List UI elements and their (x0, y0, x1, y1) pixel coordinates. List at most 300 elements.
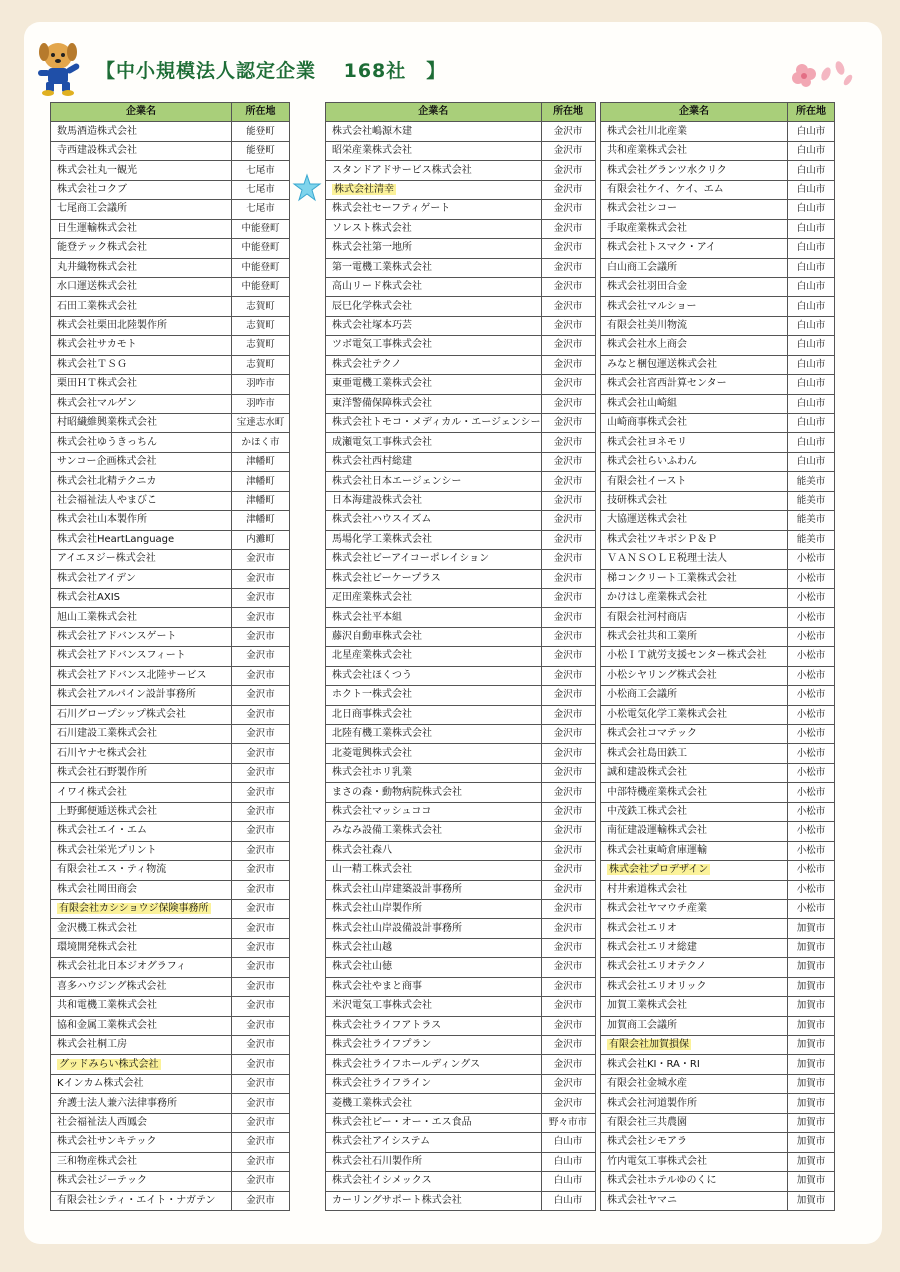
company-name: 株式会社羽田合金 (601, 277, 788, 296)
company-location: 金沢市 (232, 1055, 290, 1074)
company-name: 株式会社アイシステム (326, 1133, 542, 1152)
company-name: ツボ電気工事株式会社 (326, 336, 542, 355)
company-name: まさの森・動物病院株式会社 (326, 783, 542, 802)
table-row (51, 1036, 290, 1055)
table-row (601, 472, 835, 491)
table-row (601, 938, 835, 957)
table-row (51, 122, 290, 141)
table-row (51, 705, 290, 724)
company-location: 金沢市 (541, 744, 595, 763)
company-location: 金沢市 (541, 1055, 595, 1074)
table-row (326, 336, 596, 355)
company-location: 小松市 (788, 822, 835, 841)
company-name: 株式会社ライフプラン (326, 1036, 542, 1055)
table-row (601, 297, 835, 316)
table-row (326, 725, 596, 744)
company-name: 第一電機工業株式会社 (326, 258, 542, 277)
company-name: 有限会社美川物流 (601, 316, 788, 335)
table-row (51, 666, 290, 685)
company-name: 能登テック株式会社 (51, 239, 232, 258)
company-location: 金沢市 (541, 316, 595, 335)
company-location: 金沢市 (232, 997, 290, 1016)
table-row (601, 122, 835, 141)
company-name: 石田工業株式会社 (51, 297, 232, 316)
company-name: 株式会社嶋源木建 (326, 122, 542, 141)
company-location: 白山市 (788, 375, 835, 394)
table-row (326, 1172, 596, 1191)
company-name: 株式会社ジーテック (51, 1172, 232, 1191)
company-location: 白山市 (788, 141, 835, 160)
company-name: 株式会社シモアラ (601, 1133, 788, 1152)
company-name: 加賀工業株式会社 (601, 997, 788, 1016)
table-row (326, 647, 596, 666)
company-location: 白山市 (788, 200, 835, 219)
table-row (326, 472, 596, 491)
company-location: 金沢市 (541, 161, 595, 180)
company-location: 加賀市 (788, 1113, 835, 1132)
company-location: 白山市 (788, 277, 835, 296)
company-name: 有限会社三共農園 (601, 1113, 788, 1132)
table-row (51, 1191, 290, 1210)
table-row (51, 316, 290, 335)
company-name: 大協運送株式会社 (601, 511, 788, 530)
table-row (326, 627, 596, 646)
name-header: 企業名 (51, 103, 232, 122)
company-location: 金沢市 (541, 200, 595, 219)
company-location: 七尾市 (232, 180, 290, 199)
company-location: 金沢市 (541, 122, 595, 141)
table-row (326, 1113, 596, 1132)
company-location: 金沢市 (541, 608, 595, 627)
table-row (326, 1055, 596, 1074)
company-location: 金沢市 (541, 530, 595, 549)
company-name: 株式会社テクノ (326, 355, 542, 374)
table-row (326, 958, 596, 977)
company-location: 金沢市 (232, 861, 290, 880)
company-location: 金沢市 (541, 239, 595, 258)
city-header: 所在地 (788, 103, 835, 122)
company-location: 白山市 (788, 452, 835, 471)
company-name: 藤沢自動車株式会社 (326, 627, 542, 646)
company-name: 株式会社ゆうきっちん (51, 433, 232, 452)
company-name: 有限会社エス・ティ物流 (51, 861, 232, 880)
table-row (601, 414, 835, 433)
table-row (326, 686, 596, 705)
table-row (326, 219, 596, 238)
company-name: 石川建設工業株式会社 (51, 725, 232, 744)
company-name: 株式会社KI・RA・RI (601, 1055, 788, 1074)
company-location: 白山市 (788, 394, 835, 413)
table-row (51, 219, 290, 238)
table-row (326, 802, 596, 821)
company-location: 金沢市 (232, 1172, 290, 1191)
company-location: 野々市市 (541, 1113, 595, 1132)
company-name: 株式会社グランツ水クリク (601, 161, 788, 180)
company-location: 金沢市 (541, 841, 595, 860)
company-location: 金沢市 (541, 511, 595, 530)
company-location: 能美市 (788, 530, 835, 549)
company-location: 加賀市 (788, 1133, 835, 1152)
company-name: かけはし産業株式会社 (601, 588, 788, 607)
table-row (326, 355, 596, 374)
table-row (51, 375, 290, 394)
company-location: 小松市 (788, 763, 835, 782)
table-row (51, 997, 290, 1016)
company-name: 金沢機工株式会社 (51, 919, 232, 938)
company-location: 能美市 (788, 491, 835, 510)
company-location: 金沢市 (541, 880, 595, 899)
company-name: 疋田産業株式会社 (326, 588, 542, 607)
company-name: 株式会社ホテルゆのくに (601, 1172, 788, 1191)
company-location: 金沢市 (541, 763, 595, 782)
company-name: 弁護士法人兼六法律事務所 (51, 1094, 232, 1113)
company-location: 小松市 (788, 647, 835, 666)
table-row (326, 1133, 596, 1152)
table-row (51, 861, 290, 880)
company-location: 金沢市 (232, 608, 290, 627)
company-location: 白山市 (788, 297, 835, 316)
company-name: 村井索道株式会社 (601, 880, 788, 899)
table-row (601, 394, 835, 413)
table-row (51, 608, 290, 627)
company-name: 株式会社アドバンスフィート (51, 647, 232, 666)
company-location: 加賀市 (788, 997, 835, 1016)
table-row (601, 258, 835, 277)
company-name: 誠和建設株式会社 (601, 763, 788, 782)
company-location: 金沢市 (541, 1016, 595, 1035)
company-location: 金沢市 (541, 336, 595, 355)
company-table-3 (600, 102, 835, 1211)
table-row (51, 1133, 290, 1152)
table-row (326, 258, 596, 277)
company-location: 金沢市 (541, 647, 595, 666)
table-row (601, 161, 835, 180)
company-location: 内灘町 (232, 530, 290, 549)
table-row (326, 822, 596, 841)
table-row (326, 1036, 596, 1055)
company-location: 金沢市 (541, 452, 595, 471)
company-name: 辰巳化学株式会社 (326, 297, 542, 316)
company-location: 小松市 (788, 588, 835, 607)
company-location: 金沢市 (541, 997, 595, 1016)
company-name: 株式会社北精テクニカ (51, 472, 232, 491)
table-row (601, 1036, 835, 1055)
table-row (51, 355, 290, 374)
company-name: 白山商工会議所 (601, 258, 788, 277)
company-name: 株式会社河道製作所 (601, 1094, 788, 1113)
company-name: 株式会社セーフティゲート (326, 200, 542, 219)
company-location: 小松市 (788, 783, 835, 802)
company-location: 金沢市 (541, 394, 595, 413)
company-location: 金沢市 (541, 141, 595, 160)
company-location: 金沢市 (541, 725, 595, 744)
company-location: 金沢市 (232, 1113, 290, 1132)
table-row (326, 899, 596, 918)
company-location: 金沢市 (541, 375, 595, 394)
company-name: 株式会社ヤマニ (601, 1191, 788, 1210)
table-row (326, 666, 596, 685)
company-location: 金沢市 (541, 297, 595, 316)
table-row (601, 550, 835, 569)
company-name: 株式会社山岸設備設計事務所 (326, 919, 542, 938)
table-row (601, 899, 835, 918)
company-name: 株式会社山本製作所 (51, 511, 232, 530)
table-row (51, 763, 290, 782)
table-row (601, 705, 835, 724)
table-row (326, 122, 596, 141)
table-row (601, 861, 835, 880)
company-name: 小松商工会議所 (601, 686, 788, 705)
company-name: イワイ株式会社 (51, 783, 232, 802)
company-name: グッドみらい株式会社 (51, 1055, 232, 1074)
company-name: 東亜電機工業株式会社 (326, 375, 542, 394)
company-name: 株式会社共和工業所 (601, 627, 788, 646)
table-row (326, 977, 596, 996)
table-row (51, 938, 290, 957)
company-name: 株式会社マッシュココ (326, 802, 542, 821)
table-row (326, 414, 596, 433)
company-location: 羽咋市 (232, 375, 290, 394)
company-location: 金沢市 (541, 433, 595, 452)
company-name: スタンドアドサービス株式会社 (326, 161, 542, 180)
company-name: 北菱電興株式会社 (326, 744, 542, 763)
company-name: 株式会社水上商会 (601, 336, 788, 355)
table-row (51, 161, 290, 180)
company-location: 小松市 (788, 627, 835, 646)
company-name: 株式会社山岸製作所 (326, 899, 542, 918)
company-location: 津幡町 (232, 491, 290, 510)
company-location: 金沢市 (541, 472, 595, 491)
table-row (601, 530, 835, 549)
table-row (51, 588, 290, 607)
table-row (51, 1152, 290, 1171)
company-location: 中能登町 (232, 219, 290, 238)
table-row (601, 1152, 835, 1171)
company-location: 金沢市 (541, 1036, 595, 1055)
table-row (326, 141, 596, 160)
company-location: 金沢市 (232, 977, 290, 996)
table-row (51, 686, 290, 705)
company-location: 金沢市 (541, 355, 595, 374)
company-location: 金沢市 (541, 491, 595, 510)
company-location: 中能登町 (232, 239, 290, 258)
table-row (326, 783, 596, 802)
table-row (326, 297, 596, 316)
company-location: 中能登町 (232, 277, 290, 296)
table-row (601, 316, 835, 335)
company-location: 加賀市 (788, 977, 835, 996)
table-row (601, 491, 835, 510)
table-row (601, 608, 835, 627)
company-location: 金沢市 (541, 705, 595, 724)
table-row (51, 258, 290, 277)
table-row (601, 433, 835, 452)
table-row (326, 744, 596, 763)
company-location: 加賀市 (788, 1016, 835, 1035)
company-location: 白山市 (541, 1133, 595, 1152)
company-name: 小松シヤリング株式会社 (601, 666, 788, 685)
table-row (601, 919, 835, 938)
company-location: 加賀市 (788, 1094, 835, 1113)
company-name: 株式会社ＴＳＧ (51, 355, 232, 374)
company-name: 株式会社エリオ総建 (601, 938, 788, 957)
table-row (51, 841, 290, 860)
company-name: 環境開発株式会社 (51, 938, 232, 957)
company-name: 株式会社ビー・オー・エス食品 (326, 1113, 542, 1132)
company-name: 南征建設運輸株式会社 (601, 822, 788, 841)
company-name: 株式会社ビーケープラス (326, 569, 542, 588)
company-location: 小松市 (788, 802, 835, 821)
company-location: 金沢市 (232, 938, 290, 957)
table-row (601, 647, 835, 666)
company-location: 白山市 (788, 180, 835, 199)
company-location: 金沢市 (232, 763, 290, 782)
table-row (326, 841, 596, 860)
company-table-1 (50, 102, 290, 1211)
company-name: 株式会社やまと商事 (326, 977, 542, 996)
company-name: 株式会社島田鉄工 (601, 744, 788, 763)
company-name: みなみ設備工業株式会社 (326, 822, 542, 841)
company-location: 金沢市 (232, 550, 290, 569)
company-name: 株式会社イシメックス (326, 1172, 542, 1191)
table-row (51, 472, 290, 491)
company-location: 能美市 (788, 472, 835, 491)
table-row (51, 414, 290, 433)
company-name: 有限会社イースト (601, 472, 788, 491)
company-location: 金沢市 (232, 919, 290, 938)
company-name: 昭栄産業株式会社 (326, 141, 542, 160)
company-name: 日生運輸株式会社 (51, 219, 232, 238)
company-location: 小松市 (788, 608, 835, 627)
table-row (51, 394, 290, 413)
company-name: 株式会社アイデン (51, 569, 232, 588)
company-name: 株式会社山岸建築設計事務所 (326, 880, 542, 899)
company-name: 米沢電気工事株式会社 (326, 997, 542, 1016)
table-row (601, 744, 835, 763)
company-name: 山一精工株式会社 (326, 861, 542, 880)
table-row (601, 1113, 835, 1132)
company-name: 株式会社ハウスイズム (326, 511, 542, 530)
company-name: 社会福祉法人西鳳会 (51, 1113, 232, 1132)
company-location: 金沢市 (232, 725, 290, 744)
company-location: 小松市 (788, 841, 835, 860)
company-name: 株式会社ビーアイコーポレイション (326, 550, 542, 569)
table-row (51, 200, 290, 219)
company-name: 株式会社塚本巧芸 (326, 316, 542, 335)
company-name: 高山リード株式会社 (326, 277, 542, 296)
company-table-2 (325, 102, 596, 1211)
company-location: 白山市 (541, 1191, 595, 1210)
table-row (51, 1172, 290, 1191)
company-location: 金沢市 (232, 1133, 290, 1152)
company-location: 金沢市 (232, 1016, 290, 1035)
mascot-dog-icon (32, 36, 88, 96)
table-row (601, 802, 835, 821)
company-name: 梯コンクリート工業株式会社 (601, 569, 788, 588)
company-location: 小松市 (788, 899, 835, 918)
company-location: 白山市 (788, 355, 835, 374)
company-name: 株式会社石野製作所 (51, 763, 232, 782)
table-row (51, 647, 290, 666)
table-row (601, 686, 835, 705)
company-name: 株式会社西村総建 (326, 452, 542, 471)
table-row (601, 997, 835, 1016)
company-name: 株式会社山崎組 (601, 394, 788, 413)
company-name: ＶＡＮＳＯＬＥ税理士法人 (601, 550, 788, 569)
table-row (601, 841, 835, 860)
company-location: 加賀市 (788, 958, 835, 977)
company-location: 金沢市 (541, 258, 595, 277)
table-row (51, 919, 290, 938)
company-name: 株式会社北日本ジオグラフィ (51, 958, 232, 977)
table-row (326, 763, 596, 782)
company-location: 金沢市 (232, 627, 290, 646)
table-row (601, 627, 835, 646)
table-row (51, 822, 290, 841)
table-row (326, 316, 596, 335)
company-name: 加賀商工会議所 (601, 1016, 788, 1035)
company-location: 金沢市 (232, 686, 290, 705)
company-location: 金沢市 (232, 705, 290, 724)
company-location: 加賀市 (788, 919, 835, 938)
company-location: 白山市 (541, 1152, 595, 1171)
company-name: 株式会社森八 (326, 841, 542, 860)
company-location: 小松市 (788, 569, 835, 588)
company-name: 株式会社日本エージェンシー (326, 472, 542, 491)
table-row (601, 452, 835, 471)
company-location: 白山市 (788, 239, 835, 258)
company-name: 北星産業株式会社 (326, 647, 542, 666)
company-name: 有限会社河村商店 (601, 608, 788, 627)
company-name: 株式会社マルゲン (51, 394, 232, 413)
company-location: 志賀町 (232, 355, 290, 374)
company-name: 株式会社エリオテクノ (601, 958, 788, 977)
company-location: 金沢市 (232, 899, 290, 918)
company-name: ホクト一株式会社 (326, 686, 542, 705)
table-row (326, 861, 596, 880)
company-location: 加賀市 (788, 1055, 835, 1074)
company-name: 株式会社シコー (601, 200, 788, 219)
company-location: 津幡町 (232, 511, 290, 530)
company-name: 株式会社ヨネモリ (601, 433, 788, 452)
table-row (326, 433, 596, 452)
table-row (601, 880, 835, 899)
company-name: 北陸有機工業株式会社 (326, 725, 542, 744)
table-row (326, 1094, 596, 1113)
company-location: 加賀市 (788, 1074, 835, 1093)
company-location: 金沢市 (541, 180, 595, 199)
company-name: サンコー企画株式会社 (51, 452, 232, 471)
city-header: 所在地 (232, 103, 290, 122)
company-location: 加賀市 (788, 938, 835, 957)
table-row (601, 588, 835, 607)
company-location: 金沢市 (232, 880, 290, 899)
company-name: 株式会社プロデザイン (601, 861, 788, 880)
company-location: 小松市 (788, 861, 835, 880)
table-row (51, 491, 290, 510)
company-name: 株式会社ホリ乳業 (326, 763, 542, 782)
company-location: 中能登町 (232, 258, 290, 277)
table-row (326, 608, 596, 627)
table-row (326, 550, 596, 569)
company-location: 宝達志水町 (232, 414, 290, 433)
company-location: 金沢市 (232, 647, 290, 666)
company-name: 丸井織物株式会社 (51, 258, 232, 277)
table-row (51, 1094, 290, 1113)
company-name: 株式会社ヤマウチ産業 (601, 899, 788, 918)
table-row (601, 219, 835, 238)
company-location: 加賀市 (788, 1191, 835, 1210)
